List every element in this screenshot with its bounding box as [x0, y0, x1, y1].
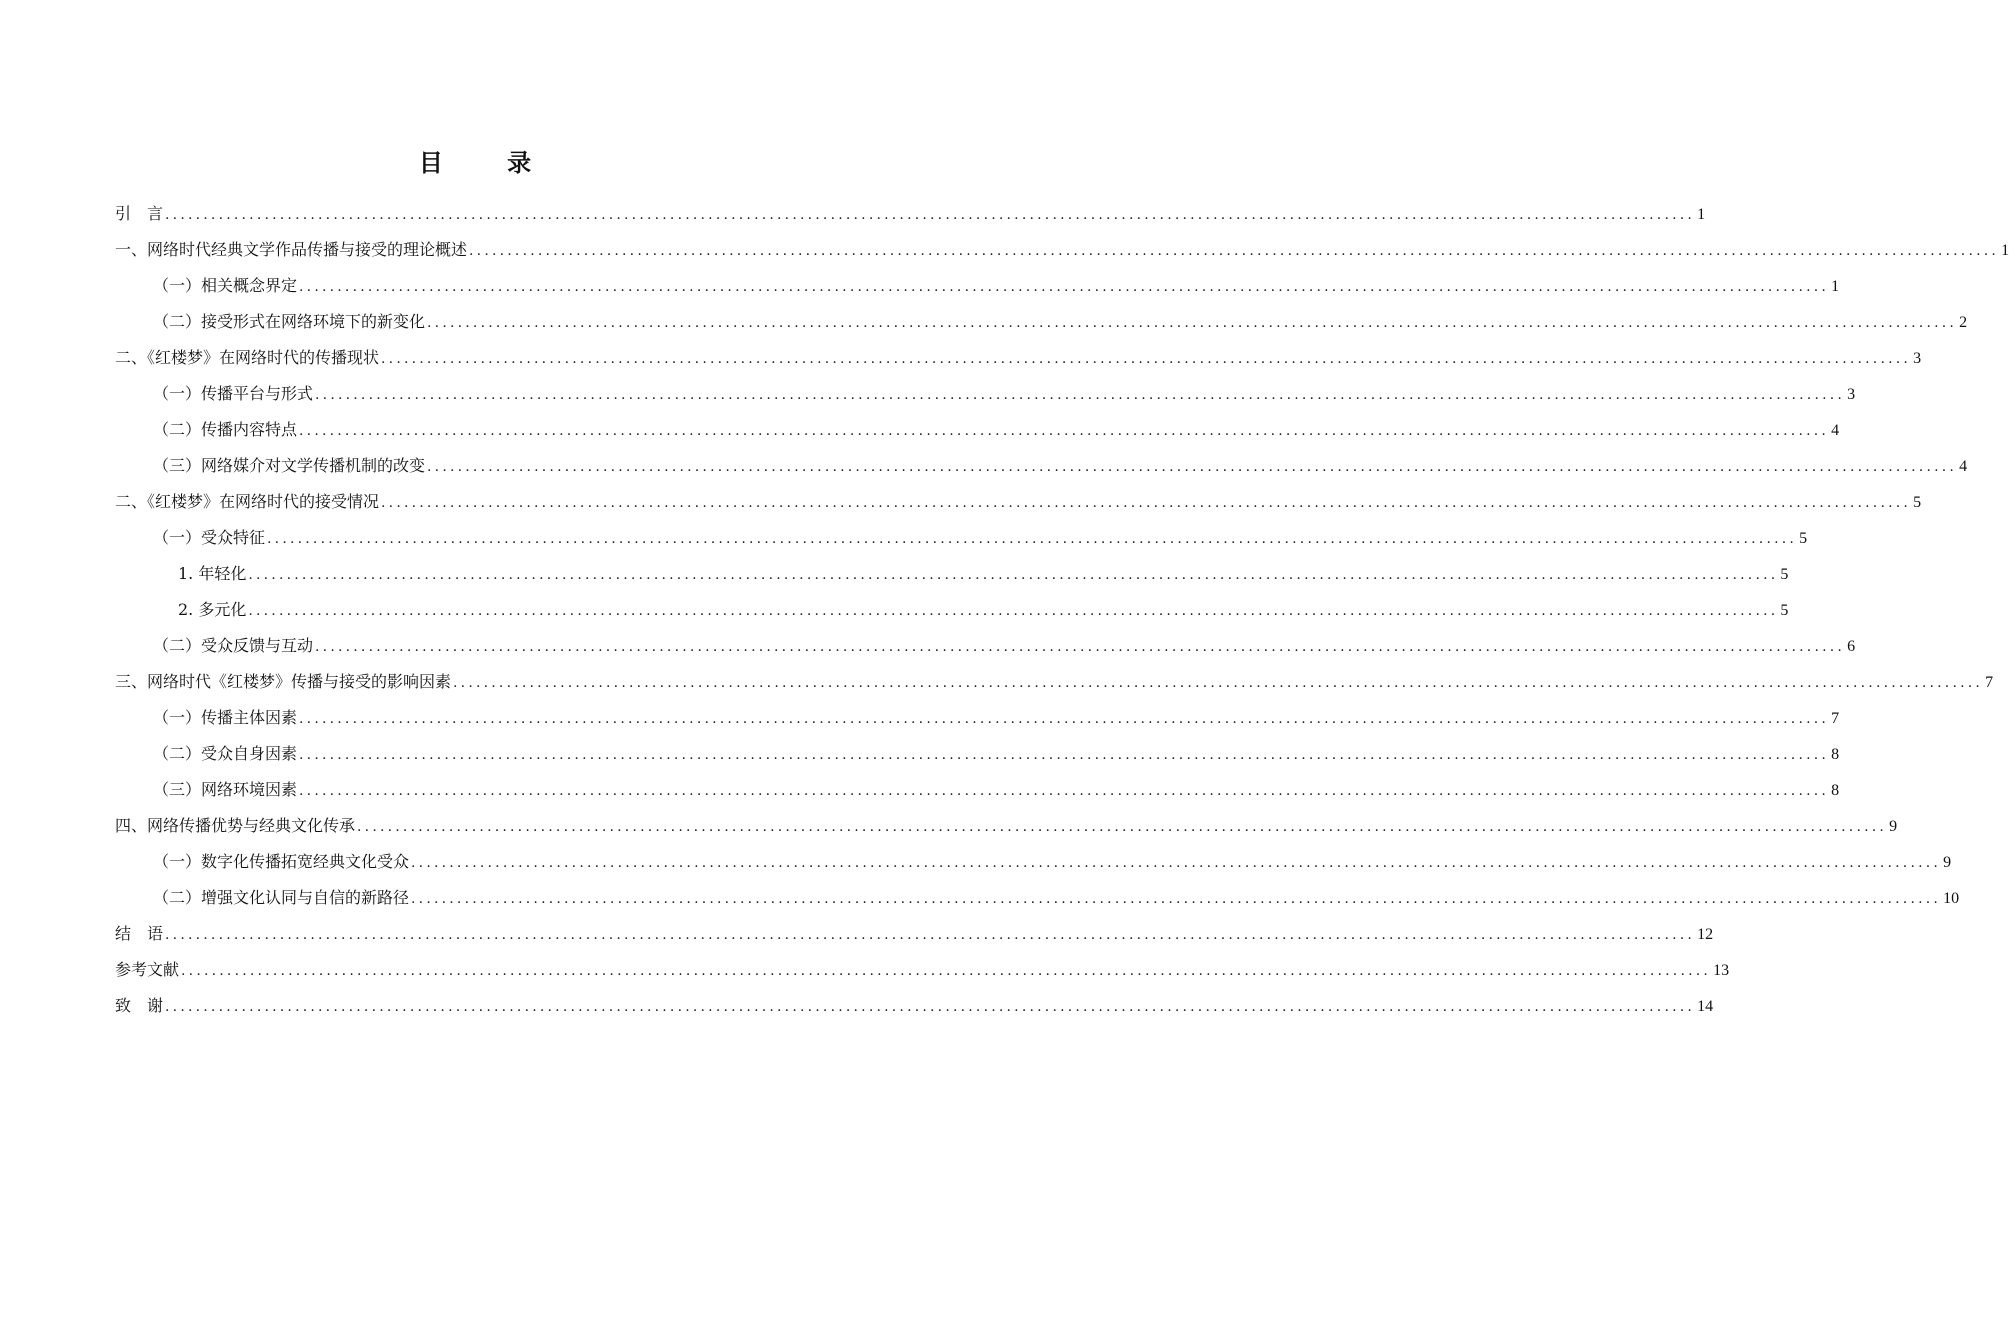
- toc-entry-label: 参考文献: [115, 960, 180, 979]
- toc-entry[interactable]: [115, 664, 1994, 700]
- toc-entry[interactable]: [115, 484, 1922, 520]
- toc-entry-label: （一）相关概念界定: [153, 276, 298, 295]
- toc-entry[interactable]: [115, 700, 1840, 736]
- toc-entry-page: 8: [1831, 746, 1840, 763]
- dot-leader: ........................................................................................................................................................................................................: [411, 891, 1942, 907]
- dot-leader: ........................................................................................................................................................................................................: [381, 495, 1912, 511]
- dot-leader: ........................................................................................................................................................................................................: [181, 963, 1712, 979]
- toc-entry-label: （一）传播主体因素: [153, 708, 298, 727]
- toc-entry-page: 9: [1889, 818, 1898, 835]
- toc-entry[interactable]: [115, 340, 1922, 376]
- toc-entry-page: 8: [1831, 782, 1840, 799]
- toc-entry-page: 7: [1985, 674, 1994, 691]
- toc-entry-label: （二）受众自身因素: [153, 744, 298, 763]
- toc-entry-label: 结 语: [115, 924, 164, 943]
- dot-leader: ........................................................................................................................................................................................................: [427, 459, 1958, 475]
- toc-entry-label: 二、《红楼梦》在网络时代的传播现状: [115, 348, 380, 367]
- toc-entry[interactable]: [115, 628, 1856, 664]
- toc-entry[interactable]: [115, 304, 1968, 340]
- toc-entry-page: 12: [1697, 926, 1714, 943]
- toc-entry[interactable]: [115, 988, 1714, 1024]
- toc-entry-page: 3: [1847, 386, 1856, 403]
- toc-entry[interactable]: [115, 844, 1952, 880]
- toc-entry-page: 5: [1780, 566, 1789, 583]
- toc-entry-page: 5: [1799, 530, 1808, 547]
- toc-entry-page: 9: [1943, 854, 1952, 871]
- dot-leader: ........................................................................................................................................................................................................: [248, 603, 1779, 619]
- toc-entry-label: （一）受众特征: [153, 528, 266, 547]
- toc-entry[interactable]: [115, 808, 1898, 844]
- toc-entry-label: （三）网络环境因素: [153, 780, 298, 799]
- toc-entry-label: （二）接受形式在网络环境下的新变化: [153, 312, 426, 331]
- toc-entry-page: 4: [1831, 422, 1840, 439]
- dot-leader: ........................................................................................................................................................................................................: [299, 711, 1830, 727]
- toc-entry-label: （三）网络媒介对文学传播机制的改变: [153, 456, 426, 475]
- toc-entry[interactable]: [115, 520, 1808, 556]
- toc-entry-label: 三、网络时代《红楼梦》传播与接受的影响因素: [115, 672, 452, 691]
- toc-entry-page: 13: [1713, 962, 1730, 979]
- dot-leader: ........................................................................................................................................................................................................: [299, 747, 1830, 763]
- toc-entry-page: 1: [1831, 278, 1840, 295]
- dot-leader: ........................................................................................................................................................................................................: [267, 531, 1798, 547]
- toc-entry[interactable]: [115, 736, 1840, 772]
- dot-leader: ........................................................................................................................................................................................................: [299, 783, 1830, 799]
- toc-entry-page: 10: [1943, 890, 1960, 907]
- toc-entry[interactable]: [115, 556, 1789, 592]
- toc-entry-page: 14: [1697, 998, 1714, 1015]
- dot-leader: ........................................................................................................................................................................................................: [315, 639, 1846, 655]
- toc-entry[interactable]: [115, 916, 1714, 952]
- toc-entry[interactable]: [115, 268, 1840, 304]
- toc-entry-label: （二）增强文化认同与自信的新路径: [153, 888, 410, 907]
- toc-entry[interactable]: [115, 772, 1840, 808]
- toc-entry-label: （二）传播内容特点: [153, 420, 298, 439]
- dot-leader: ........................................................................................................................................................................................................: [453, 675, 1984, 691]
- toc-entry-page: 7: [1831, 710, 1840, 727]
- toc-entry[interactable]: [115, 232, 2009, 268]
- toc-entry[interactable]: [115, 196, 1706, 232]
- toc-entry-label: 致 谢: [115, 996, 164, 1015]
- dot-leader: ........................................................................................................................................................................................................: [299, 423, 1830, 439]
- toc-entry-page: 3: [1913, 350, 1922, 367]
- toc-entry-page: 6: [1847, 638, 1856, 655]
- dot-leader: ........................................................................................................................................................................................................: [165, 999, 1696, 1015]
- toc-entry-label: 1. 年轻化: [178, 564, 247, 583]
- toc-entry-page: 5: [1780, 602, 1789, 619]
- toc-entry-page: 1: [2001, 242, 2009, 259]
- toc-entry-page: 4: [1959, 458, 1968, 475]
- dot-leader: ........................................................................................................................................................................................................: [411, 855, 1942, 871]
- dot-leader: ........................................................................................................................................................................................................: [315, 387, 1846, 403]
- dot-leader: ........................................................................................................................................................................................................: [381, 351, 1912, 367]
- toc-entry-page: 5: [1913, 494, 1922, 511]
- toc-entry[interactable]: [115, 412, 1840, 448]
- toc-entry-label: （二）受众反馈与互动: [153, 636, 314, 655]
- toc-entry[interactable]: [115, 952, 1730, 988]
- toc-entry-label: 引 言: [115, 204, 164, 223]
- toc-entry-label: （一）数字化传播拓宽经典文化受众: [153, 852, 410, 871]
- toc-entry[interactable]: [115, 376, 1856, 412]
- dot-leader: ........................................................................................................................................................................................................: [165, 207, 1696, 223]
- toc-entry-label: 四、网络传播优势与经典文化传承: [115, 816, 356, 835]
- dot-leader: ........................................................................................................................................................................................................: [299, 279, 1830, 295]
- toc-entry-label: 一、网络时代经典文学作品传播与接受的理论概述: [115, 240, 468, 259]
- toc-title: 目 录: [418, 149, 560, 177]
- dot-leader: ........................................................................................................................................................................................................: [469, 243, 2000, 259]
- toc-entry[interactable]: [115, 880, 1960, 916]
- toc-entry-label: （一）传播平台与形式: [153, 384, 314, 403]
- dot-leader: ........................................................................................................................................................................................................: [427, 315, 1958, 331]
- dot-leader: ........................................................................................................................................................................................................: [165, 927, 1696, 943]
- dot-leader: ........................................................................................................................................................................................................: [357, 819, 1888, 835]
- toc-entry-page: 1: [1697, 206, 1706, 223]
- toc-entry-label: 二、《红楼梦》在网络时代的接受情况: [115, 492, 380, 511]
- toc-entry-label: 2. 多元化: [178, 600, 247, 619]
- table-of-contents: [115, 196, 2009, 1024]
- toc-entry-page: 2: [1959, 314, 1968, 331]
- toc-entry[interactable]: [115, 448, 1968, 484]
- toc-entry[interactable]: [115, 592, 1789, 628]
- dot-leader: ........................................................................................................................................................................................................: [248, 567, 1779, 583]
